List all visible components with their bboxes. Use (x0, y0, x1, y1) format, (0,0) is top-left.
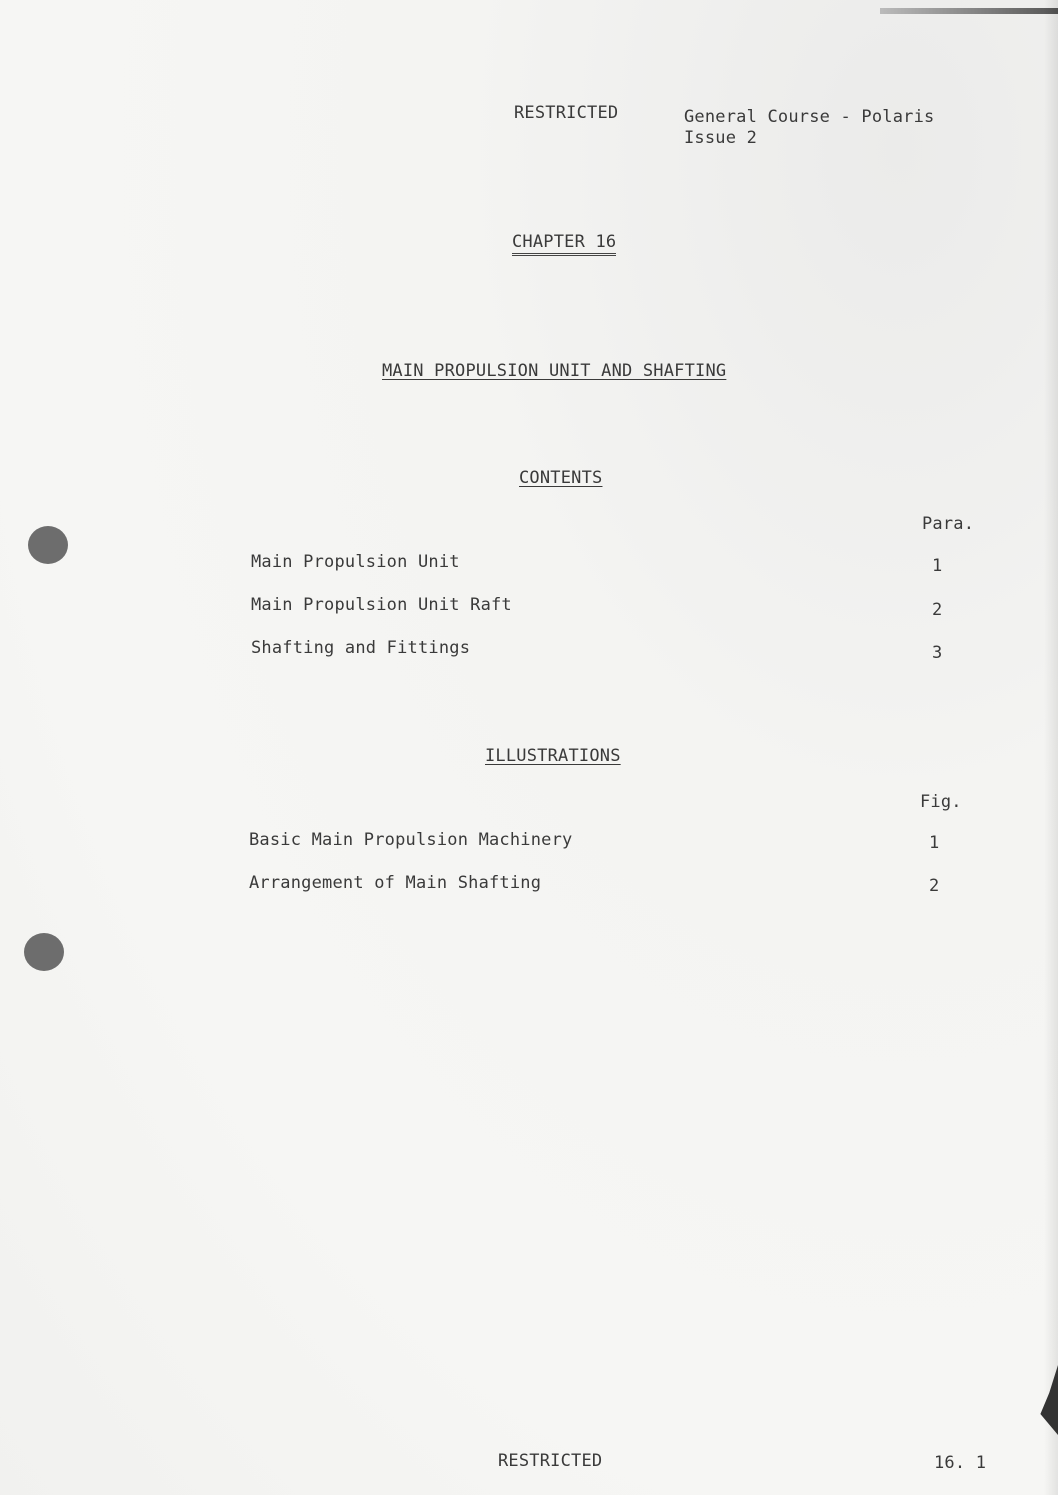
header-issue: Issue 2 (684, 128, 758, 148)
contents-item-ref: 1 (932, 556, 943, 576)
chapter-label: CHAPTER 16 (512, 232, 616, 256)
page-number: 16. 1 (934, 1453, 987, 1473)
punch-hole (28, 526, 68, 564)
illustrations-column-label: Fig. (920, 792, 962, 812)
illustration-item-label: Arrangement of Main Shafting (249, 873, 542, 893)
scan-edge-shadow (880, 8, 1058, 14)
contents-heading: CONTENTS (519, 468, 603, 488)
illustrations-heading: ILLUSTRATIONS (485, 746, 621, 766)
contents-item-ref: 3 (932, 643, 943, 663)
contents-item-label: Main Propulsion Unit Raft (251, 595, 512, 615)
contents-item-label: Main Propulsion Unit (251, 552, 460, 572)
illustration-item-ref: 1 (929, 833, 940, 853)
contents-item-ref: 2 (932, 600, 943, 620)
header-classification: RESTRICTED (514, 103, 619, 123)
header-course: General Course - Polaris (684, 107, 935, 127)
scan-right-shadow (1044, 0, 1058, 1495)
footer-classification: RESTRICTED (498, 1451, 603, 1471)
contents-column-label: Para. (922, 514, 975, 534)
illustration-item-ref: 2 (929, 876, 940, 896)
chapter-title: MAIN PROPULSION UNIT AND SHAFTING (382, 361, 727, 381)
punch-hole (24, 933, 64, 971)
contents-item-label: Shafting and Fittings (251, 638, 471, 658)
illustration-item-label: Basic Main Propulsion Machinery (249, 830, 573, 850)
